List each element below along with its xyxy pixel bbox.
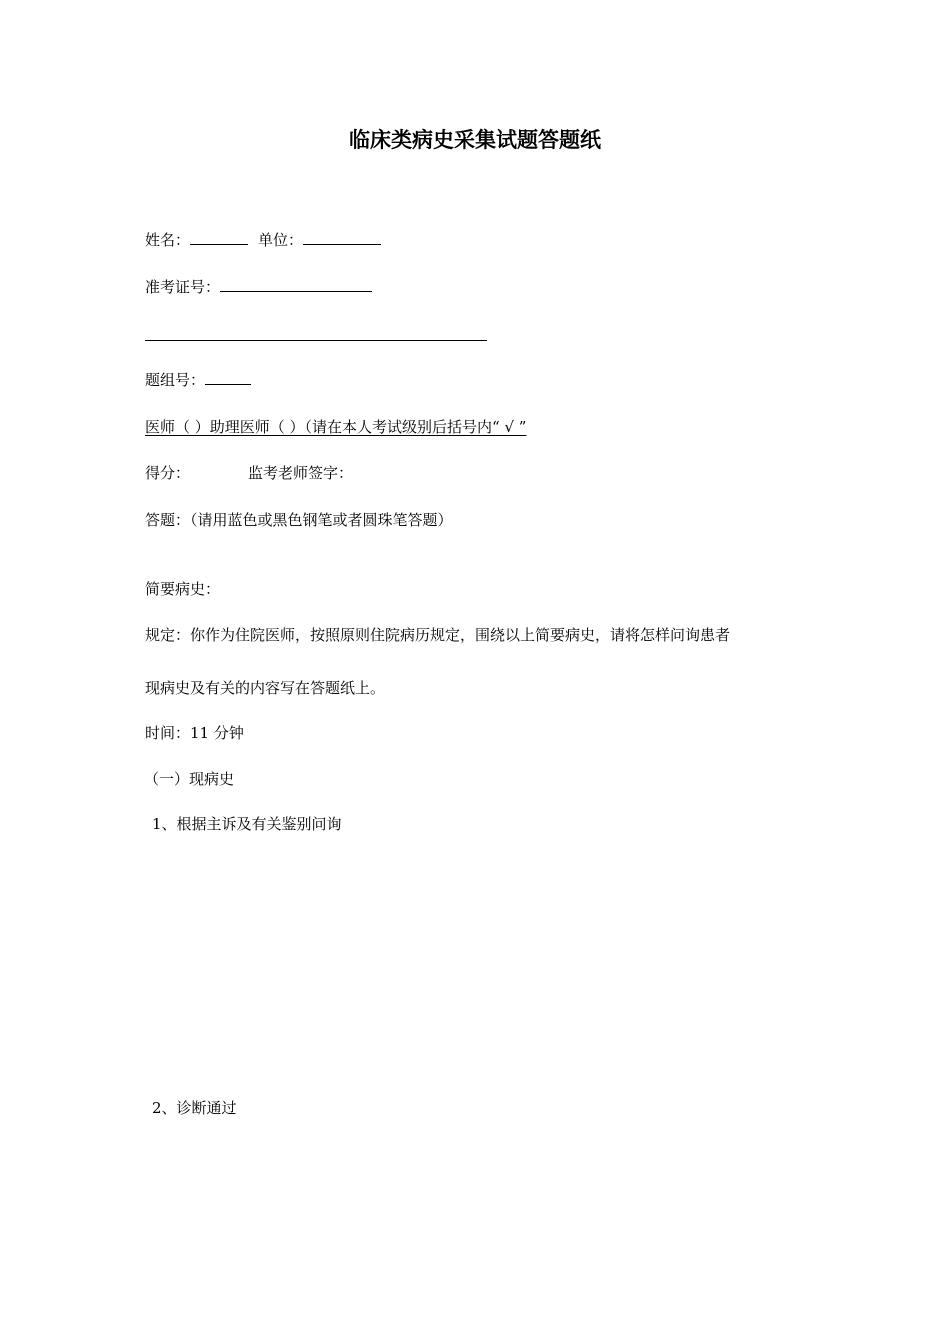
item-chief-complaint: 1、根据主诉及有关鉴别问询 bbox=[152, 815, 342, 833]
separator-line bbox=[145, 340, 487, 341]
exam-id-row bbox=[145, 277, 372, 297]
page-title: 临床类病史采集试题答题纸 bbox=[349, 127, 601, 152]
answer-instruction: 答题：（请用蓝色或黑色钢笔或者圆珠笔答题） bbox=[145, 511, 453, 529]
name-unit-row bbox=[145, 230, 381, 250]
name-label: 姓名： bbox=[145, 231, 191, 249]
name-blank[interactable] bbox=[190, 230, 248, 245]
level-selection-line: 医师（ ）助理医师（ ）（请在本人考试级别后括号内“ √ ” bbox=[145, 418, 527, 436]
group-blank[interactable] bbox=[205, 370, 251, 385]
proctor-label: 监考老师签字： bbox=[248, 464, 354, 482]
score-row bbox=[145, 463, 353, 483]
item-diagnosis: 2、诊断通过 bbox=[152, 1099, 237, 1117]
requirement-line-1: 规定：你作为住院医师，按照原则住院病历规定，围绕以上简要病史，请将怎样问询患者 bbox=[145, 626, 731, 644]
exam-id-label: 准考证号： bbox=[145, 278, 221, 296]
exam-id-blank[interactable] bbox=[220, 277, 372, 292]
group-label: 题组号： bbox=[145, 371, 206, 389]
score-label: 得分： bbox=[145, 464, 191, 482]
unit-label: 单位： bbox=[258, 231, 304, 249]
time-line: 时间：11 分钟 bbox=[145, 724, 244, 742]
group-row bbox=[145, 370, 251, 390]
requirement-line-2: 现病史及有关的内容写在答题纸上。 bbox=[145, 679, 386, 697]
section-present-illness: （一）现病史 bbox=[144, 770, 235, 788]
unit-blank[interactable] bbox=[303, 230, 381, 245]
brief-history-label: 简要病史： bbox=[145, 580, 221, 598]
